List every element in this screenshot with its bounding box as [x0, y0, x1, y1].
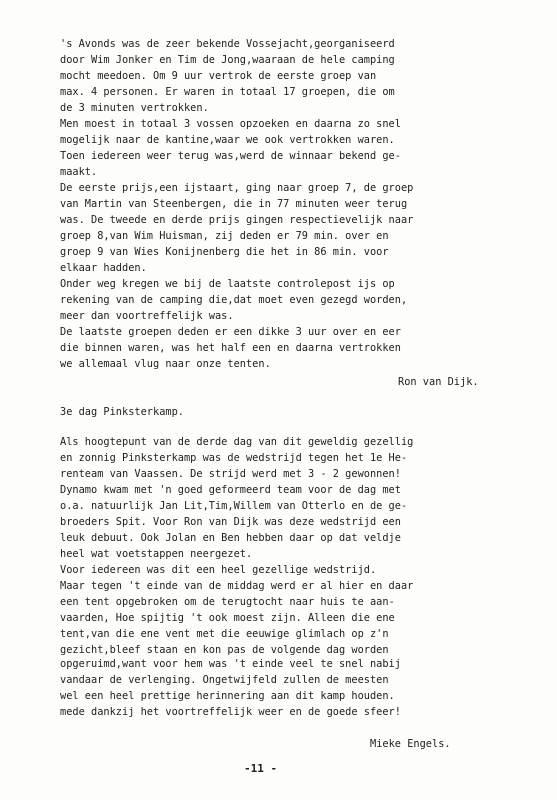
text-line: de 3 minuten vertrokken.: [60, 102, 209, 114]
section-heading: 3e dag Pinksterkamp.: [60, 406, 184, 418]
text-line: Onder weg kregen we bij de laatste controlepost ijs op: [60, 278, 395, 290]
text-line: 's Avonds was de zeer bekende Vossejacht,georganiseerd: [60, 38, 395, 50]
text-line: door Wim Jonker en Tim de Jong,waaraan de hele camping: [60, 54, 395, 66]
text-line: die binnen waren, was het half een en daarna vertrokken: [60, 342, 401, 354]
text-line: Toen iedereen weer terug was,werd de winnaar bekend ge-: [60, 150, 401, 162]
text-line: vaarden, Hoe spijtig 't ook moest zijn. Alleen die ene: [60, 612, 395, 624]
text-line: mogelijk naar de kantine,waar we ook vertrokken waren.: [60, 134, 395, 146]
text-line: mocht meedoen. Om 9 uur vertrok de eerste groep van: [60, 70, 377, 82]
text-line: Maar tegen 't einde van de middag werd er al hier en daar: [60, 580, 414, 592]
text-line: o.a. natuurlijk Jan Lit,Tim,Willem van Otterlo en de ge-: [60, 500, 408, 512]
text-line: groep 8,van Wim Huisman, zij deden er 79 min. over en: [60, 230, 389, 242]
text-line: van Martin van Steenbergen, die in 77 minuten weer terug: [60, 198, 408, 210]
text-line: leuk debuut. Ook Jolan en Ben hebben daar op dat veldje: [60, 532, 401, 544]
author-signature: Mieke Engels.: [370, 738, 451, 750]
text-line: De laatste groepen deden er een dikke 3 uur over en eer: [60, 326, 401, 338]
text-line: groep 9 van Wies Konijnenberg die het in 86 min. voor: [60, 246, 389, 258]
text-line: gezicht,bleef staan en kon pas de volgende dag worden: [60, 644, 389, 656]
text-line: broeders Spit. Voor Ron van Dijk was deze wedstrijd een: [60, 516, 401, 528]
text-line: tent,van die ene vent met die eeuwige glimlach op z'n: [60, 628, 389, 640]
text-line: wel een heel prettige herinnering aan dit kamp houden.: [60, 690, 395, 702]
text-line: en zonnig Pinksterkamp was de wedstrijd tegen het 1e He-: [60, 452, 408, 464]
text-line: vandaar de verlenging. Ongetwijfeld zullen de meesten: [60, 674, 389, 686]
text-line: Dynamo kwam met 'n goed geformeerd team voor de dag met: [60, 484, 401, 496]
text-line: maakt.: [60, 166, 98, 178]
page-number: -11 -: [244, 762, 278, 775]
text-line: renteam van Vaassen. De strijd werd met 3 - 2 gewonnen!: [60, 468, 401, 480]
text-line: elkaar hadden.: [60, 262, 147, 274]
text-line: De eerste prijs,een ijstaart, ging naar groep 7, de groep: [60, 182, 414, 194]
text-line: mede dankzij het voortreffelijk weer en de goede sfeer!: [60, 706, 401, 718]
text-line: Men moest in totaal 3 vossen opzoeken en daarna zo snel: [60, 118, 401, 130]
text-line: opgeruimd,want voor hem was 't einde veel te snel nabij: [60, 658, 401, 670]
text-line: Voor iedereen was dit een heel gezellige wedstrijd.: [60, 564, 377, 576]
text-line: we allemaal vlug naar onze tenten.: [60, 358, 271, 370]
text-line: Als hoogtepunt van de derde dag van dit geweldig gezellig: [60, 436, 414, 448]
author-signature: Ron van Dijk.: [398, 376, 479, 388]
text-line: rekening van de camping die,dat moet even gezegd worden,: [60, 294, 408, 306]
text-line: was. De tweede en derde prijs gingen respectievelijk naar: [60, 214, 414, 226]
text-line: max. 4 personen. Er waren in totaal 17 groepen, die om: [60, 86, 395, 98]
text-line: een tent opgebroken om de terugtocht naar huis te aan-: [60, 596, 395, 608]
text-line: meer dan voortreffelijk was.: [60, 310, 234, 322]
text-line: heel wat voetstappen neergezet.: [60, 548, 253, 560]
